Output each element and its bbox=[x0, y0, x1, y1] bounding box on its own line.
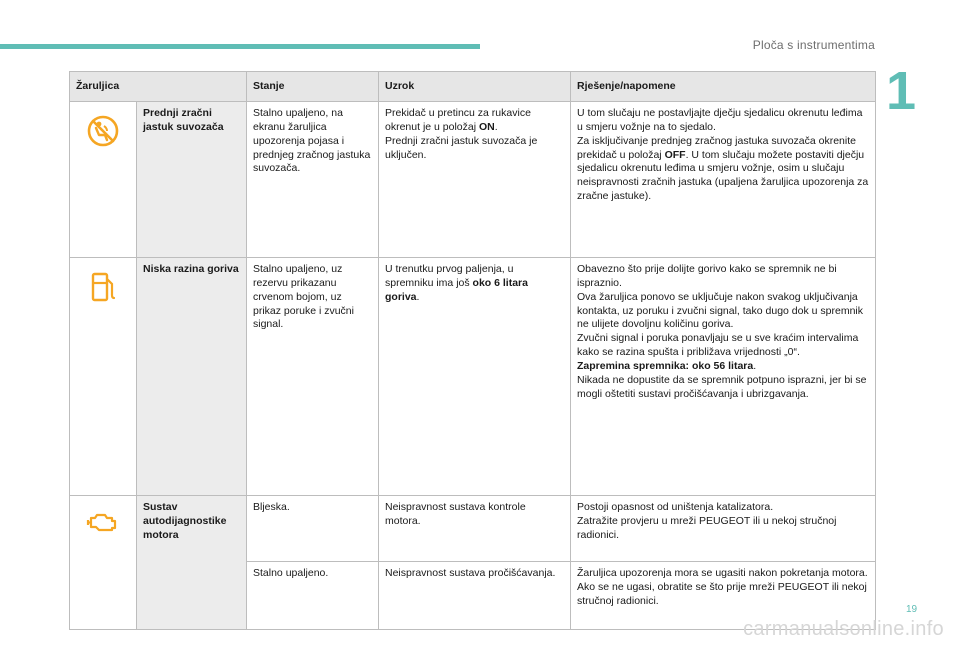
icon-cell bbox=[70, 496, 137, 630]
cause-cell: U trenutku prvog paljenja, u spremniku ima još oko 6 litara goriva. bbox=[379, 258, 571, 496]
column-header-lamp: Žaruljica bbox=[70, 72, 247, 102]
icon-cell bbox=[70, 102, 137, 258]
state-cell: Stalno upaljeno. bbox=[247, 562, 379, 630]
lamp-name: Prednji zračni jastuk suvozača bbox=[137, 102, 247, 258]
table-row bbox=[70, 496, 876, 562]
section-title: Ploča s instrumentima bbox=[752, 38, 875, 52]
solution-cell: Obavezno što prije dolijte gorivo kako se spremnik ne bi ispraznio. Ova žaruljica ponovo se uključuje nakon svakog uključivanja kontakta, uz poruku i zvučni signal, tako dugo dok u spremnik ne ulijete dovoljnu količinu goriva. Zvučni signal i poruka ponavljaju se u sve kraćim intervalima kako se razina spušta i približava vrijednosti „0“. Zapremina spremnika: oko 56 litara. Nikada ne dopustite da se spremnik potpuno isprazni, jer bi se mogli oštetiti sustavi pročišćavanja i ubrizgavanja. bbox=[571, 258, 876, 496]
state-cell: Stalno upaljeno, uz rezervu prikazanu crvenom bojom, uz prikaz poruke i zvučni signal. bbox=[247, 258, 379, 496]
warning-lights-table bbox=[69, 71, 876, 630]
solution-cell: Žaruljica upozorenja mora se ugasiti nakon pokretanja motora. Ako se ne ugasi, obratite se što prije mreži PEUGEOT ili nekoj stručnoj radionici. bbox=[571, 562, 876, 630]
table-row bbox=[70, 102, 876, 258]
column-header-solution: Rješenje/napomene bbox=[571, 72, 876, 102]
solution-cell: U tom slučaju ne postavljajte dječju sjedalicu okrenutu leđima u smjeru vožnje na to sjedalo. Za isključivanje prednjeg zračnog jastuka suvozača okrenite prekidač u položaj OFF. U tom slučaju možete postaviti dječju sjedalicu okrenutu leđima u smjeru vožnje, osim u slučaju neispravnosti zračnih jastuka (upaljena žaruljica upozorenja za zračne jastuke). bbox=[571, 102, 876, 258]
airbag-off-icon bbox=[76, 114, 130, 148]
column-header-state: Stanje bbox=[247, 72, 379, 102]
page-number: 19 bbox=[906, 604, 918, 615]
fuel-pump-icon bbox=[76, 270, 130, 304]
watermark: carmanualsonline.info bbox=[743, 618, 944, 640]
state-cell: Bljeska. bbox=[247, 496, 379, 562]
column-header-cause: Uzrok bbox=[379, 72, 571, 102]
chapter-number: 1 bbox=[885, 61, 916, 121]
header-accent-bar bbox=[0, 44, 480, 49]
cause-cell: Neispravnost sustava kontrole motora. bbox=[379, 496, 571, 562]
lamp-name: Niska razina goriva bbox=[137, 258, 247, 496]
lamp-name: Sustav autodijagnostike motora bbox=[137, 496, 247, 630]
table-header-row bbox=[70, 72, 876, 102]
state-cell: Stalno upaljeno, na ekranu žaruljica upozorenja pojasa i prednjeg zračnog jastuka suvozača. bbox=[247, 102, 379, 258]
table-row bbox=[70, 258, 876, 496]
cause-cell: Neispravnost sustava pročišćavanja. bbox=[379, 562, 571, 630]
engine-check-icon bbox=[76, 508, 130, 536]
solution-cell: Postoji opasnost od uništenja katalizatora. Zatražite provjeru u mreži PEUGEOT ili u nekoj stručnoj radionici. bbox=[571, 496, 876, 562]
icon-cell bbox=[70, 258, 137, 496]
cause-cell: Prekidač u pretincu za rukavice okrenut je u položaj ON. Prednji zračni jastuk suvozača je uključen. bbox=[379, 102, 571, 258]
